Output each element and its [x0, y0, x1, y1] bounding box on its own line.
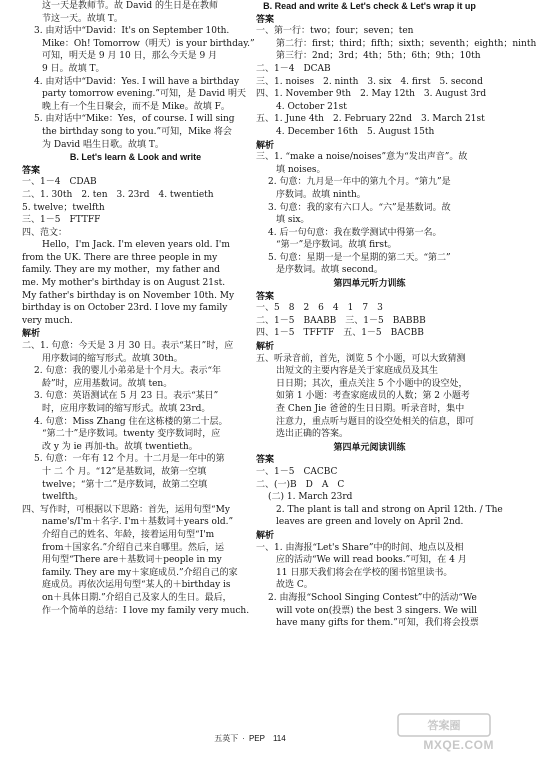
right-line: 第二行：first；third；fifth；sixth；seventh；eighth；ninth: [276, 38, 536, 49]
left-line: 可知，明天是 9 月 10 日，那么今天是 9 月: [42, 51, 218, 62]
right-line: 解析: [256, 139, 275, 150]
left-line: 四、写作时，可根据以下思路：首先，运用句型“My: [22, 504, 230, 515]
right-line: B. Read and write & Let's check & Let's wrap it up: [263, 1, 476, 11]
left-line: B. Let's learn & Look and write: [69, 152, 202, 163]
right-line: 一、5 8 2 6 4 1 7 3: [256, 303, 383, 314]
right-line: 五、1. June 4th 2. February 22nd 3. March 21st: [256, 114, 485, 125]
left-line: 二、1. 句意：今天是 3 月 30 日。表示“某日”时，应: [22, 341, 234, 352]
right-line: 三、1. “make a noise/noises”意为“发出声音”。故: [256, 152, 468, 163]
right-line: 第四单元阅读训练: [333, 441, 406, 452]
left-line: 5. 由对话中“Mike：Yes，of course. I will sing: [34, 114, 235, 125]
left-line: 为 David 唱生日歌。故填 T。: [42, 139, 164, 150]
right-line: 答案: [256, 13, 275, 24]
left-line: 5. twelve；twelfth: [22, 202, 105, 213]
left-line: My father's birthday is on November 10th. My: [22, 290, 235, 301]
right-line: 二、1－4 DCAB: [256, 63, 331, 74]
left-line: name's/I'm＋名字. I'm＋基数词＋years old.”: [42, 517, 234, 528]
right-line: 2. 句意：九月是一年中的第九个月。“第九”是: [268, 177, 451, 188]
left-line: 一、1－4 CDAB: [22, 177, 97, 188]
right-line: 如第 1 小题：考查家庭成员的人数；第 2 小题考: [276, 391, 470, 402]
left-line: 四、范文：: [22, 227, 68, 238]
right-line: 5. 句意：星期一是一个星期的第二天。“第二”: [268, 252, 451, 263]
left-line: 4. 由对话中“David：Yes. I will have a birthday: [34, 76, 240, 87]
right-line: 填 six。: [276, 215, 310, 226]
left-line: 这一天是教师节。故 David 的生日是在教师: [42, 1, 219, 11]
left-line: 龄”时，应用基数词。故填 ten。: [42, 378, 173, 389]
left-line: 节这一天。故填 T。: [42, 13, 123, 24]
right-line: 四、1－5 TFFTF 五、1－5 BACBB: [256, 328, 424, 339]
left-line: 2. 句意：我的婴儿小弟弟是十个月大。表示“年: [34, 366, 222, 377]
right-line: 答案: [256, 454, 275, 465]
right-line: 四、1. November 9th 2. May 12th 3. August 3rd: [256, 89, 487, 100]
left-line: from＋国家名.”介绍自己来自哪里。然后，运: [42, 542, 225, 553]
right-line: “第一”是序数词。故填 first。: [276, 240, 397, 251]
left-line: 用句型“There are＋基数词＋people in my: [42, 555, 222, 566]
right-line: 查 Chen Jie 爸爸的生日日期。听录音时，集中: [276, 404, 465, 414]
left-line: 庭成员。再依次运用句型“某人的＋birthday is: [42, 580, 231, 591]
right-line: 五、听录音前，首先，浏览 5 个小题，可以大致猜测: [256, 353, 466, 364]
right-line: 11 日那天我们将会在学校的图书馆里读书。: [276, 567, 453, 578]
left-line: family. They are my＋家庭成员.”介绍自己的家: [42, 567, 238, 578]
right-line: 是序数词。故填 second。: [276, 265, 383, 276]
footer-book: 五英下: [214, 734, 239, 743]
left-line: 答案: [22, 164, 41, 175]
left-line: twelfth。: [42, 492, 84, 503]
right-line: 解析: [256, 529, 275, 540]
watermark-logo: [394, 712, 494, 752]
right-line: 第四单元听力训练: [333, 278, 406, 289]
left-line: 9 日。故填 T。: [42, 63, 105, 74]
right-line: 序数词。故填 ninth。: [276, 189, 366, 200]
right-line: will vote on(投票) the best 3 singers. We will: [276, 605, 478, 616]
left-line: 改 y 为 ie 再加-th。故填 twentieth。: [42, 441, 198, 452]
watermark-text: MXQE.COM: [423, 738, 494, 753]
left-line: 用序数词的缩写形式。故填 30th。: [42, 353, 183, 364]
right-line: 解析: [256, 341, 275, 352]
right-line: 出短文的主要内容是关于家庭成员及其生: [276, 366, 439, 377]
right-column: [256, 0, 536, 630]
left-line: 5. 句意：一年有 12 个月。十二月是一年中的第: [34, 454, 225, 465]
left-line: very much.: [22, 315, 73, 326]
svg-text:答案圈: 答案圈: [427, 719, 461, 732]
left-line: 4. 句意：Miss Zhang 住在这栋楼的第二十层。: [34, 416, 228, 427]
right-line: 二、1－5 BAABB 三、1－5 BABBB: [256, 315, 426, 326]
left-line: family. They are my mother，my father and: [22, 265, 221, 276]
right-line: leaves are green and lovely on April 2nd.: [276, 517, 464, 528]
left-line: the birthday song to you.”可知，Mike 将会: [42, 126, 232, 137]
right-line: 2. The plant is tall and strong on April 12th. / The: [276, 504, 503, 515]
left-line: on＋具体日期.”介绍自己及家人的生日。最后，: [42, 592, 232, 603]
left-line: “第二十”是序数词。twenty 变序数词时，应: [42, 429, 221, 440]
right-line: 4. 后一句句意：我在数学测试中得第一名。: [268, 227, 442, 238]
right-line: have many gifts for them.”可知，我们将会投票: [276, 618, 479, 629]
right-line: 第三行：2nd；3rd；4th；5th；6th；9th；10th: [276, 51, 481, 62]
page-footer: 五英下 · PEP 114: [214, 734, 286, 743]
right-line: 注意力，重点听与题目的设空处相关的信息，即可: [276, 416, 475, 427]
right-line: 选出正确的答案。: [276, 429, 349, 440]
right-line: 3. 句意：我的家有六口人。“六”是基数词。故: [268, 202, 451, 213]
left-line: 晚上有一个生日聚会，而不是 Mike。故填 F。: [42, 101, 230, 112]
left-line: 介绍自己的姓名、年龄，接着运用句型“I'm: [42, 529, 215, 540]
footer-edition: PEP: [248, 734, 265, 743]
left-line: Hello，I'm Jack. I'm eleven years old. I'm: [42, 240, 230, 251]
right-line: 一、1－5 CACBC: [256, 466, 338, 477]
right-line: 应的活动“We will read books.”可知，在 4 月: [276, 555, 467, 566]
right-line: (二) 1. March 23rd: [268, 492, 353, 503]
left-line: twelve；“第十二”是序数词，故第二空填: [42, 479, 208, 490]
right-line: 4. October 21st: [276, 101, 347, 112]
left-line: 3. 由对话中“David：It's on September 10th.: [34, 26, 230, 37]
left-line: me. My mother's birthday is on August 21st.: [22, 278, 226, 289]
left-line: party tomorrow evening.”可知，是 David 明天: [42, 89, 247, 100]
left-line: 3. 句意：英语测试在 5 月 23 日。表示“某日”: [34, 391, 219, 402]
left-line: 十 二 个 月。“12”是基数词，故第一空填: [42, 466, 207, 477]
left-line: 三、1－5 FTTFF: [22, 215, 101, 226]
right-line: 故选 C。: [276, 580, 313, 591]
left-column: [22, 0, 255, 617]
left-line: Mike：Oh! Tomorrow（明天）is your birthday.”: [42, 38, 255, 49]
right-line: 一、1. 由海报“Let's Share”中的时间、地点以及相: [256, 542, 464, 553]
right-line: 4. December 16th 5. August 15th: [276, 126, 435, 137]
left-line: 二、1. 30th 2. ten 3. 23rd 4. twentieth: [22, 189, 214, 200]
right-line: 答案: [256, 290, 275, 301]
left-line: 作一个简单的总结：I love my family very much.: [42, 605, 250, 616]
right-line: 一、第一行：two；four；seven；ten: [256, 26, 414, 37]
right-line: 二、(一)B D A C: [256, 479, 345, 490]
right-line: 日日期；其次，重点关注 5 个小题中的设空处，: [276, 378, 468, 389]
left-line: 解析: [22, 328, 41, 339]
footer-page-number: 114: [272, 734, 286, 743]
left-line: 时，应用序数词的缩写形式。故填 23rd。: [42, 404, 211, 414]
left-line: from the UK. There are three people in my: [22, 252, 218, 263]
right-line: 2. 由海报“School Singing Contest”中的活动“We: [268, 592, 477, 603]
right-line: 三、1. noises 2. ninth 3. six 4. first 5. second: [256, 76, 483, 87]
right-line: 填 noises。: [276, 164, 326, 175]
left-line: birthday is on October 23rd. I love my family: [22, 303, 228, 314]
